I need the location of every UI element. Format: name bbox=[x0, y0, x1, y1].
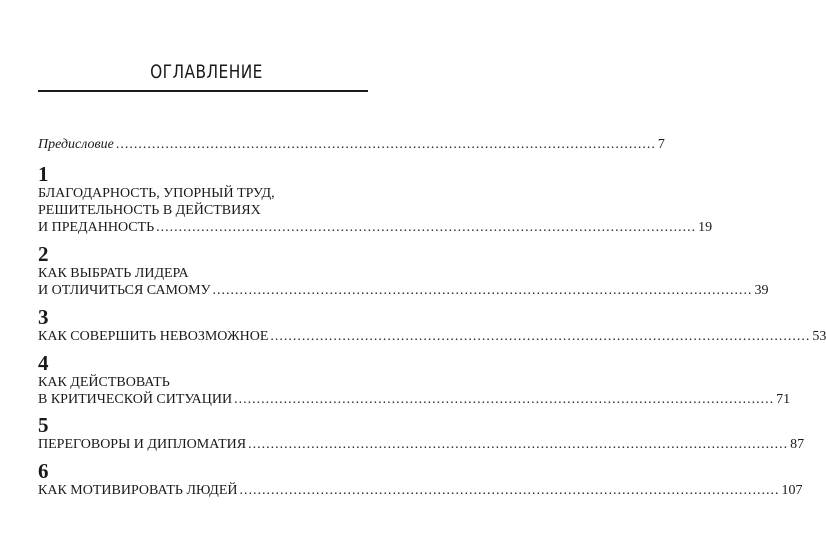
toc-page-number: 107 bbox=[781, 483, 803, 498]
toc-entry-line bbox=[38, 436, 805, 453]
chapter-number: 1 bbox=[38, 162, 49, 186]
toc-entry-title-line: БЛАГОДАРНОСТЬ, УПОРНЫЙ ТРУД, bbox=[38, 186, 275, 201]
toc-entry-preface[interactable] bbox=[38, 136, 665, 153]
toc-entry-title-line: КАК ДЕЙСТВОВАТЬ bbox=[38, 375, 170, 390]
leader-dots: ........................................................................................................................ bbox=[248, 437, 789, 452]
chapter-number: 4 bbox=[38, 351, 49, 375]
toc-entry-title: КАК СОВЕРШИТЬ НЕВОЗМОЖНОЕ bbox=[38, 329, 269, 344]
leader-dots: ........................................................................................................................ bbox=[270, 329, 811, 344]
chapter-number: 6 bbox=[38, 459, 49, 483]
toc-entry-line bbox=[38, 482, 803, 499]
leader-dots: ........................................................................................................................ bbox=[234, 392, 775, 407]
chapter-number: 2 bbox=[38, 242, 49, 266]
toc-entry-title: Предисловие bbox=[38, 137, 114, 152]
toc-entry-chapter-2[interactable] bbox=[38, 242, 769, 299]
toc-entry-line bbox=[38, 136, 665, 153]
toc-entry-title: КАК МОТИВИРОВАТЬ ЛЮДЕЙ bbox=[38, 483, 238, 498]
toc-entry-title-line: КАК ВЫБРАТЬ ЛИДЕРА bbox=[38, 266, 189, 281]
toc-entry-chapter-1[interactable] bbox=[38, 162, 713, 236]
toc-page-number: 87 bbox=[790, 437, 805, 452]
toc-page-number: 7 bbox=[657, 137, 665, 152]
leader-dots: ........................................................................................................................ bbox=[239, 483, 780, 498]
leader-dots: ........................................................................................................................ bbox=[115, 137, 656, 152]
toc-page-number: 19 bbox=[698, 220, 713, 235]
toc-entry-line bbox=[38, 282, 769, 299]
toc-entry-chapter-4[interactable] bbox=[38, 351, 791, 408]
leader-dots: ........................................................................................................................ bbox=[156, 220, 697, 235]
chapter-number: 3 bbox=[38, 305, 49, 329]
toc-entry-title: ПЕРЕГОВОРЫ И ДИПЛОМАТИЯ bbox=[38, 437, 247, 452]
toc-entry-chapter-5[interactable] bbox=[38, 413, 805, 453]
toc-entry-line bbox=[38, 219, 713, 236]
toc-entry-line bbox=[38, 391, 791, 408]
toc-entry-line bbox=[38, 328, 826, 345]
toc-page-number: 39 bbox=[754, 283, 769, 298]
toc-page-number: 53 bbox=[812, 329, 826, 344]
toc-page-number: 71 bbox=[776, 392, 791, 407]
toc-entry-title-line: РЕШИТЕЛЬНОСТЬ В ДЕЙСТВИЯХ bbox=[38, 203, 261, 218]
toc-entry-title: И ОТЛИЧИТЬСЯ САМОМУ bbox=[38, 283, 211, 298]
toc-entry-chapter-6[interactable] bbox=[38, 459, 803, 499]
leader-dots: ........................................................................................................................ bbox=[212, 283, 753, 298]
title-divider bbox=[38, 90, 368, 92]
toc-entry-chapter-3[interactable] bbox=[38, 305, 826, 345]
page-title: ОГЛАВЛЕНИЕ bbox=[150, 61, 263, 83]
toc-entry-title: И ПРЕДАННОСТЬ bbox=[38, 220, 155, 235]
toc-entry-title: В КРИТИЧЕСКОЙ СИТУАЦИИ bbox=[38, 392, 233, 407]
chapter-number: 5 bbox=[38, 413, 49, 437]
